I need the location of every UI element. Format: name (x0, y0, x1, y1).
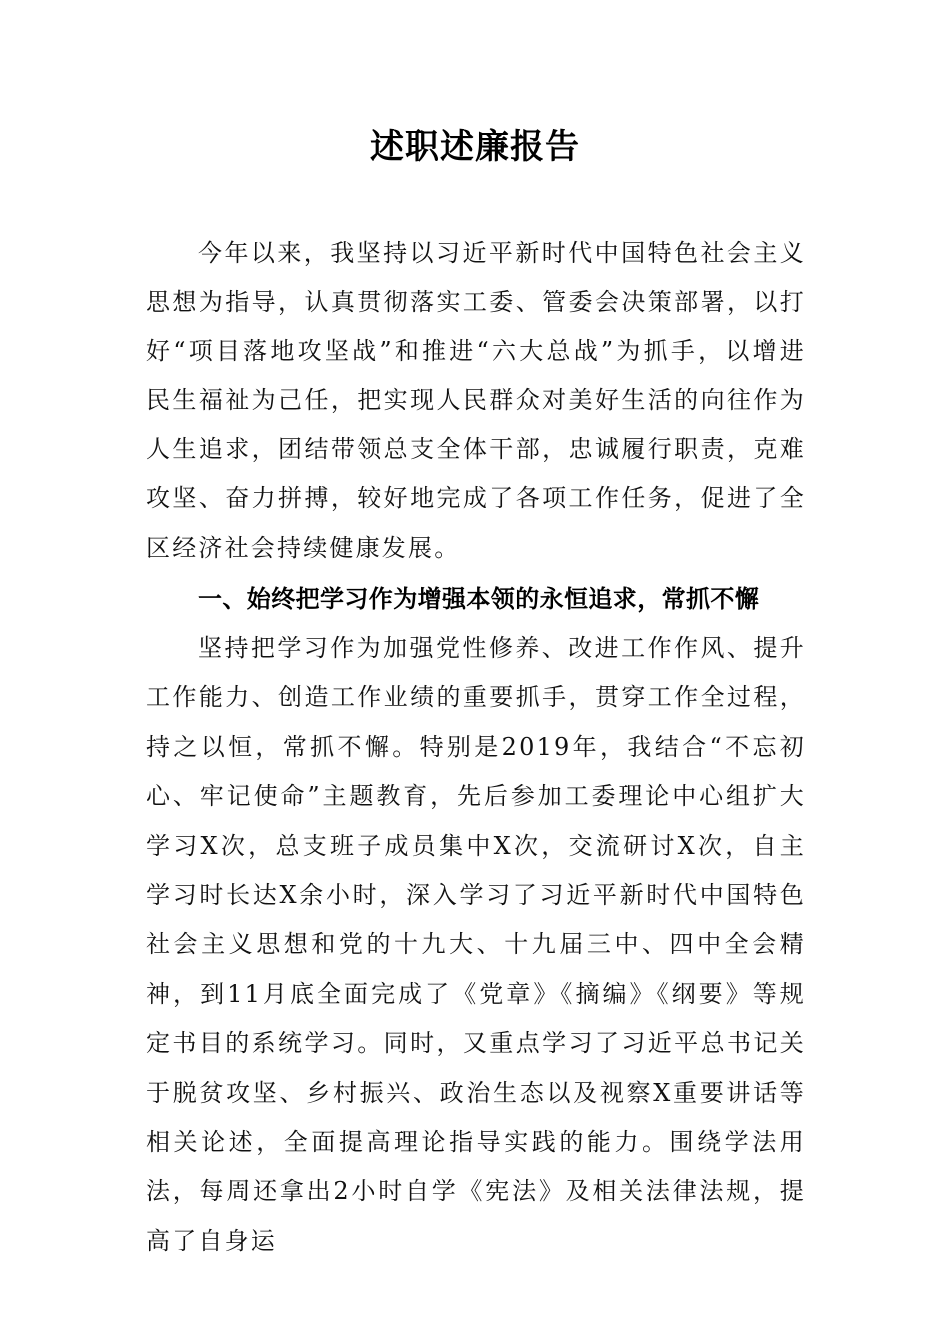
section-paragraph: 坚持把学习作为加强党性修养、改进工作作风、提升工作能力、创造工作业绩的重要抓手，贯穿工作全过程，持之以恒，常抓不懈。特别是2019年，我结合“不忘初心、牢记使命”主题教育，先后参加工委理论中心组扩大学习X次，总支班子成员集中X次，交流研讨X次，自主学习时长达X余小时，深入学习了习近平新时代中国特色社会主义思想和党的十九大、十九届三中、四中全会精神，到11月底全面完成了《党章》《摘编》《纲要》等规定书目的系统学习。同时，又重点学习了习近平总书记关于脱贫攻坚、乡村振兴、政治生态以及视察X重要讲话等相关论述，全面提高理论指导实践的能力。围绕学法用法，每周还拿出2小时自学《宪法》及相关法律法规，提高了自身运 (146, 634, 806, 1255)
intro-paragraph: 今年以来，我坚持以习近平新时代中国特色社会主义思想为指导，认真贯彻落实工委、管委会决策部署，以打好“项目落地攻坚战”和推进“六大总战”为抓手，以增进民生福祉为己任，把实现人民群众对美好生活的向往作为人生追求，团结带领总支全体干部，忠诚履行职责，克难攻坚、奋力拼搏，较好地完成了各项工作任务，促进了全区经济社会持续健康发展。 (146, 239, 806, 562)
document-title: 述职述廉报告 (370, 127, 580, 167)
section-heading: 一、始终把学习作为增强本领的永恒追求，常抓不懈 (198, 585, 760, 613)
